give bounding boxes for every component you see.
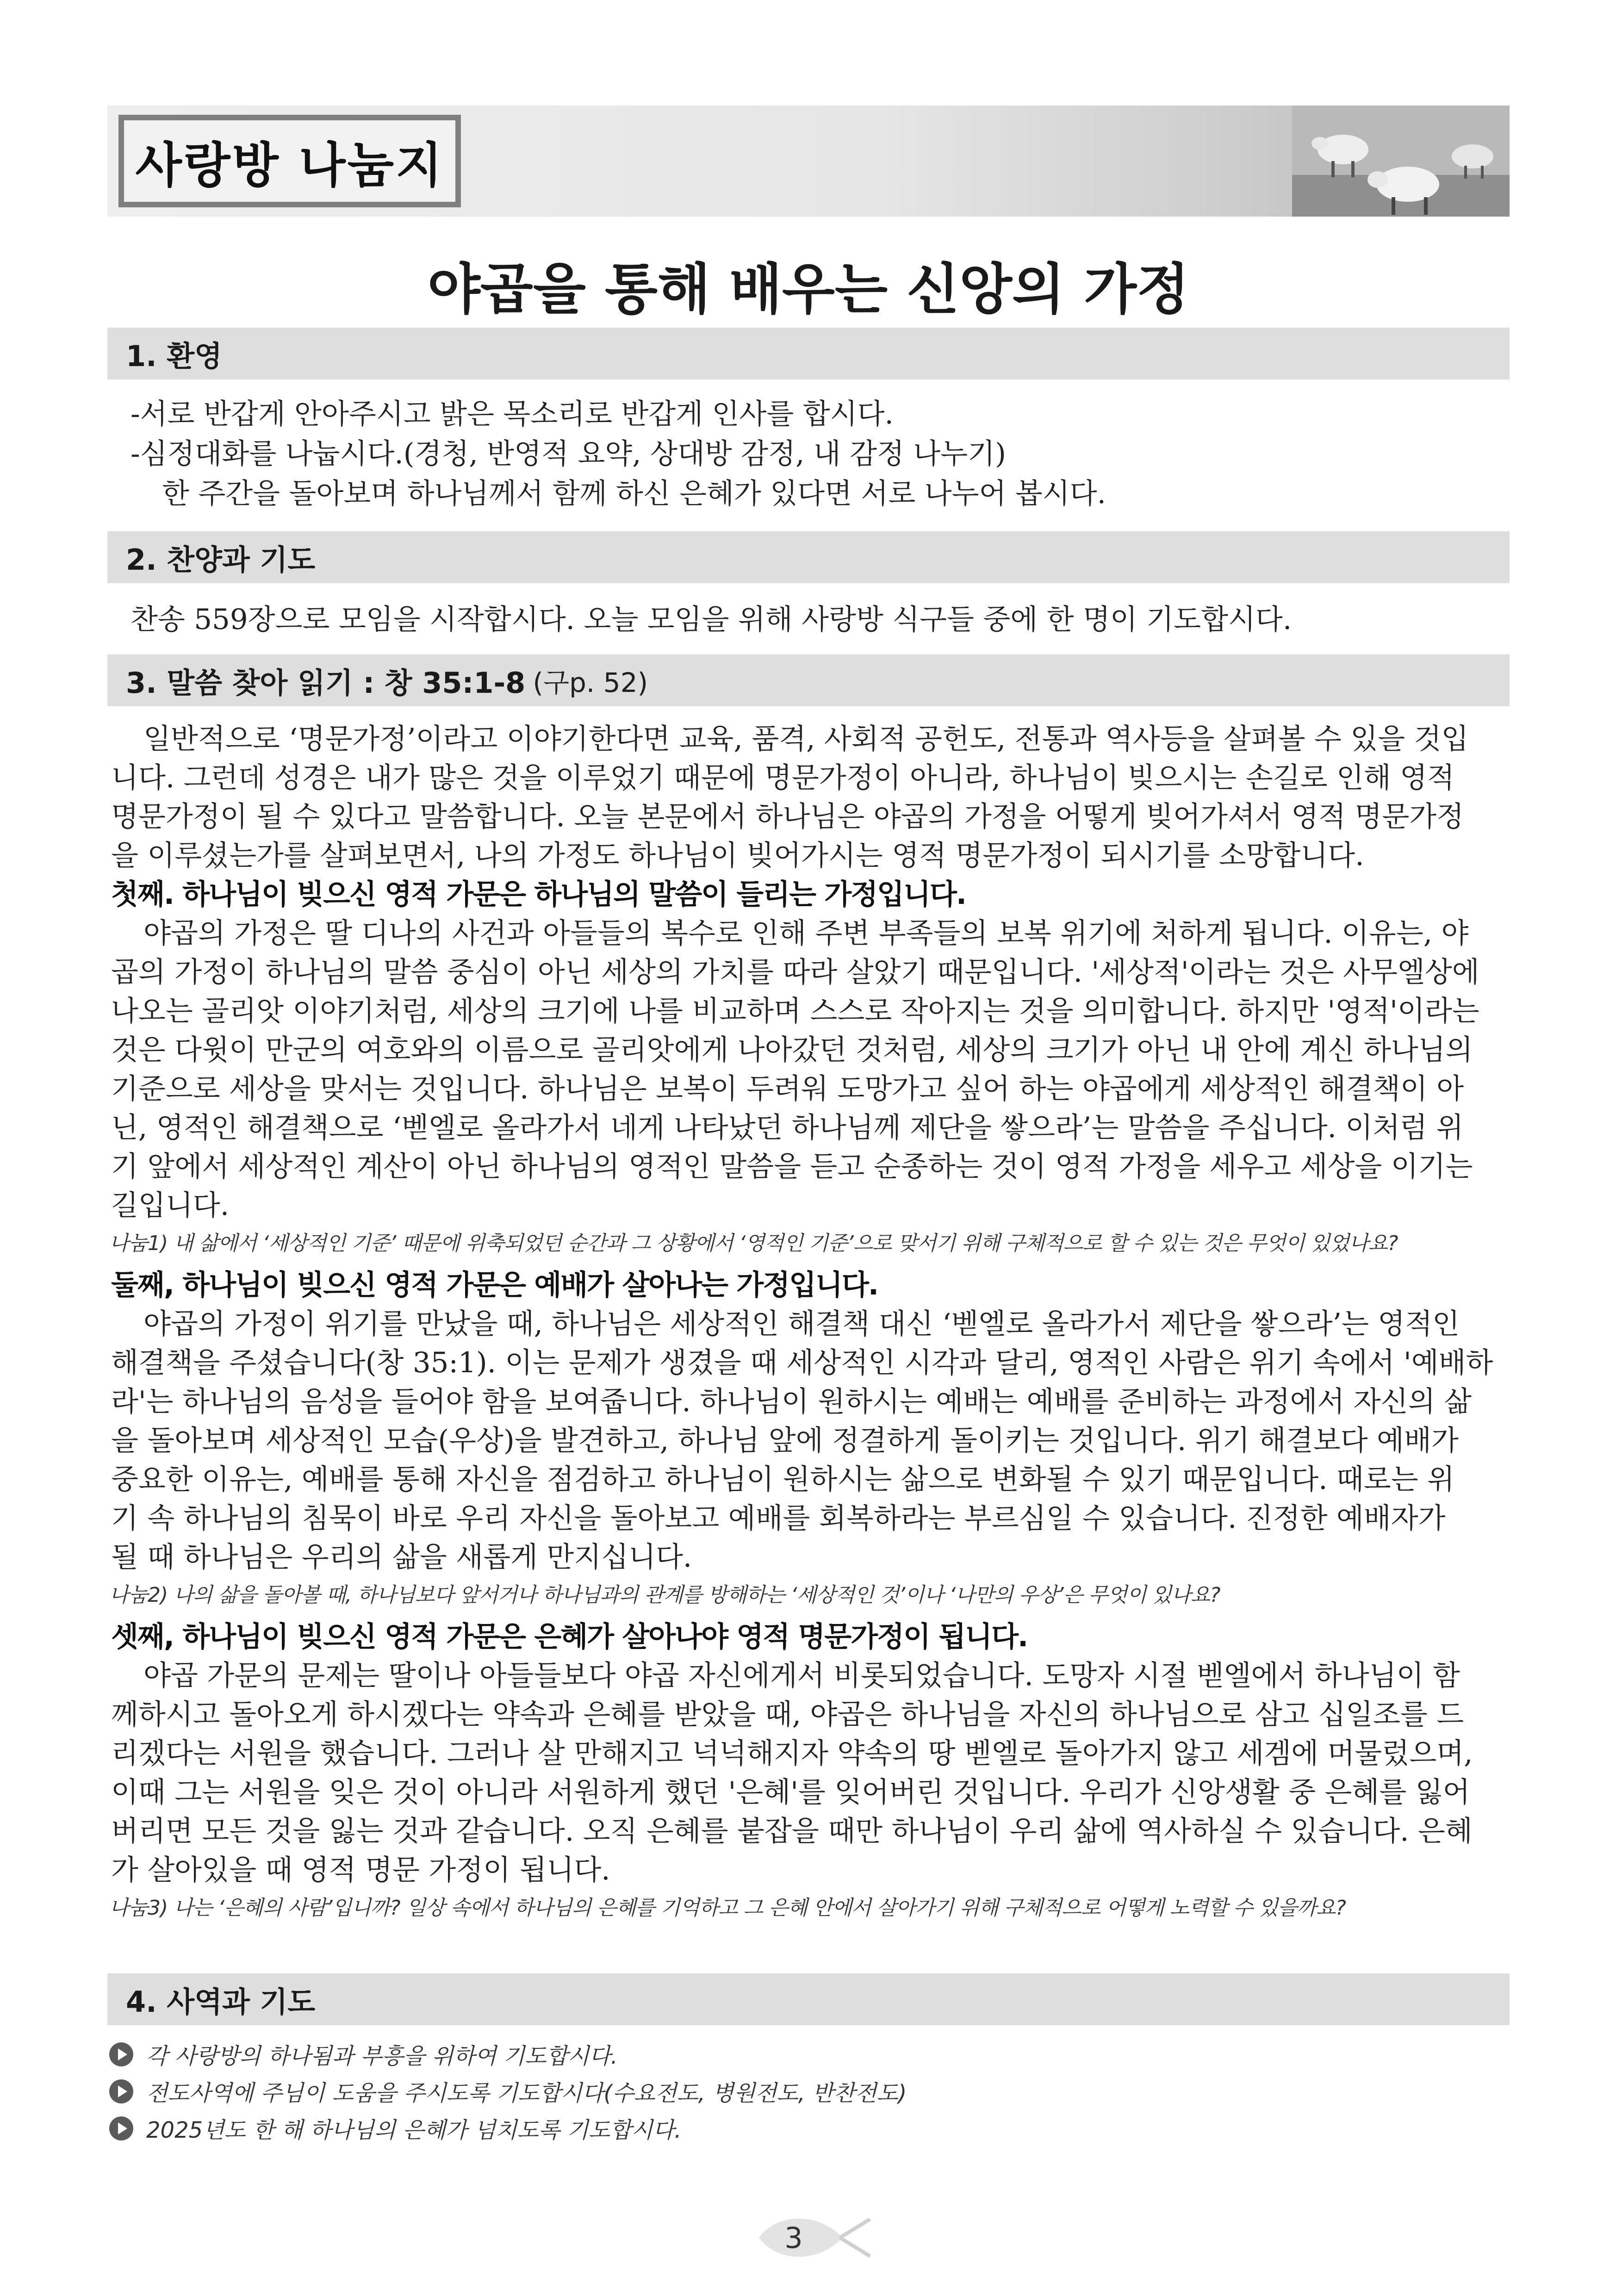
section-mission-heading	[107, 1973, 1510, 2025]
section-welcome-heading	[107, 328, 1510, 380]
prayer-item-text: 전도사역에 주님이 도움을 주시도록 기도합시다(수요전도, 병원전도, 반찬전도)	[146, 2080, 907, 2106]
body-line: 리겠다는 서원을 했습니다. 그러나 살 만해지고 넉넉해지자 약속의 땅 벧엘로 돌아가지 않고 세겜에 머물렀으며,	[111, 1737, 1473, 1770]
page-number-text: 3	[784, 2221, 803, 2255]
point-title: 둘째, 하나님이 빚으신 영적 가문은 예배가 살아나는 가정입니다.	[111, 1269, 878, 1301]
section-heading-text: 2. 찬양과 기도	[126, 542, 316, 577]
body-line: 닌, 영적인 해결책으로 ‘벧엘로 올라가서 네게 나타났던 하나님께 제단을 쌓으라’는 말씀을 주십니다. 이처럼 위	[111, 1111, 1464, 1144]
body-line: 라'는 하나님의 음성을 들어야 함을 보여줍니다. 하나님이 원하시는 예배는 예배를 준비하는 과정에서 자신의 삶	[111, 1385, 1472, 1418]
sheep-photo	[1292, 106, 1510, 217]
body-line: 될 때 하나님은 우리의 삶을 새롭게 만지십니다.	[111, 1541, 692, 1574]
arrow-bullet-icon	[109, 2042, 133, 2066]
welcome-line: -서로 반갑게 안아주시고 밝은 목소리로 반갑게 인사를 합시다.	[131, 398, 894, 430]
worship-line: 찬송 559장으로 모임을 시작합시다. 오늘 모임을 위해 사랑방 식구들 중에 한 명이 기도합시다.	[131, 603, 1292, 636]
body-line: 길입니다.	[111, 1189, 230, 1222]
body-line: 께하시고 돌아오게 하시겠다는 약속과 은혜를 받았을 때, 야곱은 하나님을 자신의 하나님으로 삼고 십일조를 드	[111, 1698, 1464, 1731]
body-line: 일반적으로 ‘명문가정’이라고 이야기한다면 교육, 품격, 사회적 공헌도, 전통과 역사등을 살펴볼 수 있을 것입	[143, 722, 1469, 755]
discussion-question: 나눔3) 나는 ‘은혜의 사람’입니까? 일상 속에서 하나님의 은혜를 기억하고 그 은혜 안에서 살아가기 위해 구체적으로 어떻게 노력할 수 있을까요?	[109, 1896, 1346, 1920]
body-line: 야곱의 가정은 딸 디나의 사건과 아들들의 복수로 인해 주변 부족들의 보복 위기에 처하게 됩니다. 이유는, 야	[143, 917, 1469, 950]
page-number	[754, 2212, 875, 2263]
section-heading-subtext: (구p. 52)	[533, 667, 648, 698]
body-line: 야곱의 가정이 위기를 만났을 때, 하나님은 세상적인 해결책 대신 ‘벧엘로 올라가서 제단을 쌓으라’는 영적인	[143, 1307, 1460, 1340]
body-line: 중요한 이유는, 예배를 통해 자신을 점검하고 하나님이 원하시는 삶으로 변화될 수 있기 때문입니다. 때로는 위	[111, 1463, 1454, 1496]
prayer-item	[109, 2112, 681, 2144]
header-label	[118, 115, 461, 207]
welcome-line: -심정대화를 나눕시다.(경청, 반영적 요약, 상대방 감정, 내 감정 나누기)	[131, 437, 1006, 470]
body-line: 야곱 가문의 문제는 딸이나 아들들보다 야곱 자신에게서 비롯되었습니다. 도망자 시절 벧엘에서 하나님이 함	[143, 1659, 1460, 1692]
body-line: 해결책을 주셨습니다(창 35:1). 이는 문제가 생겼을 때 세상적인 시각과 달리, 영적인 사람은 위기 속에서 '예배하	[111, 1346, 1493, 1379]
body-line: 기 앞에서 세상적인 계산이 아닌 하나님의 영적인 말씀을 듣고 순종하는 것이 영적 가정을 세우고 세상을 이기는	[111, 1150, 1473, 1183]
point-title: 첫째. 하나님이 빚으신 영적 가문은 하나님의 말씀이 들리는 가정입니다.	[111, 878, 966, 911]
section-heading-text: 3. 말씀 찾아 읽기 : 창 35:1-8	[126, 666, 526, 700]
prayer-item	[109, 2075, 907, 2107]
body-line: 기준으로 세상을 맞서는 것입니다. 하나님은 보복이 두려워 도망가고 싶어 하는 야곱에게 세상적인 해결책이 아	[111, 1072, 1464, 1105]
body-line: 곱의 가정이 하나님의 말씀 중심이 아닌 세상의 가치를 따라 살았기 때문입니다. '세상적'이라는 것은 사무엘상에	[111, 956, 1479, 989]
point-title: 셋째, 하나님이 빚으신 영적 가문은 은혜가 살아나야 영적 명문가정이 됩니다.	[111, 1620, 1028, 1653]
welcome-line: 한 주간을 돌아보며 하나님께서 함께 하신 은혜가 있다면 서로 나누어 봅시다.	[162, 477, 1106, 510]
arrow-bullet-icon	[109, 2079, 133, 2103]
discussion-question: 나눔2) 나의 삶을 돌아볼 때, 하나님보다 앞서거나 하나님과의 관계를 방해하는 ‘세상적인 것’이나 ‘나만의 우상’은 무엇이 있나요?	[109, 1583, 1220, 1607]
body-line: 기 속 하나님의 침묵이 바로 우리 자신을 돌아보고 예배를 회복하라는 부르심일 수 있습니다. 진정한 예배자가	[111, 1502, 1446, 1535]
body-line: 것은 다윗이 만군의 여호와의 이름으로 골리앗에게 나아갔던 것처럼, 세상의 크기가 아닌 내 안에 계신 하나님의	[111, 1033, 1473, 1066]
header-label-text: 사랑방 나눔지	[135, 137, 444, 193]
section-heading-text: 1. 환영	[126, 339, 223, 373]
body-line: 이때 그는 서원을 잊은 것이 아니라 서원하게 했던 '은혜'를 잊어버린 것입니다. 우리가 신앙생활 중 은혜를 잃어	[111, 1776, 1470, 1809]
body-line: 가 살아있을 때 영적 명문 가정이 됩니다.	[111, 1854, 610, 1886]
prayer-item	[109, 2038, 618, 2070]
body-line: 명문가정이 될 수 있다고 말씀합니다. 오늘 본문에서 하나님은 야곱의 가정을 어떻게 빚어가셔서 영적 명문가정	[111, 800, 1464, 833]
section-worship-heading	[107, 531, 1510, 583]
body-line: 나오는 골리앗 이야기처럼, 세상의 크기에 나를 비교하며 스스로 작아지는 것을 의미합니다. 하지만 '영적'이라는	[111, 995, 1479, 1027]
body-line: 을 돌아보며 세상적인 모습(우상)을 발견하고, 하나님 앞에 정결하게 돌이키는 것입니다. 위기 해결보다 예배가	[111, 1424, 1459, 1457]
discussion-question: 나눔1) 내 삶에서 ‘세상적인 기준’ 때문에 위축되었던 순간과 그 상황에서 ‘영적인 기준’으로 맞서기 위해 구체적으로 할 수 있는 것은 무엇이 있었나요?	[109, 1232, 1398, 1255]
section-heading-text: 4. 사역과 기도	[126, 1985, 316, 2019]
page-title: 야곱을 통해 배우는 신앙의 가정	[427, 257, 1190, 321]
body-line: 을 이루셨는가를 살펴보면서, 나의 가정도 하나님이 빚어가시는 영적 명문가정이 되시기를 소망합니다.	[111, 839, 1364, 872]
prayer-item-text: 각 사랑방의 하나됨과 부흥을 위하여 기도합시다.	[146, 2043, 618, 2069]
section-reading-heading	[107, 654, 1510, 706]
prayer-item-text: 2025년도 한 해 하나님의 은혜가 넘치도록 기도합시다.	[146, 2117, 682, 2143]
arrow-bullet-icon	[109, 2116, 133, 2140]
body-line: 버리면 모든 것을 잃는 것과 같습니다. 오직 은혜를 붙잡을 때만 하나님이 우리 삶에 역사하실 수 있습니다. 은혜	[111, 1815, 1473, 1848]
body-line: 니다. 그런데 성경은 내가 많은 것을 이루었기 때문에 명문가정이 아니라, 하나님이 빚으시는 손길로 인해 영적	[111, 761, 1454, 794]
